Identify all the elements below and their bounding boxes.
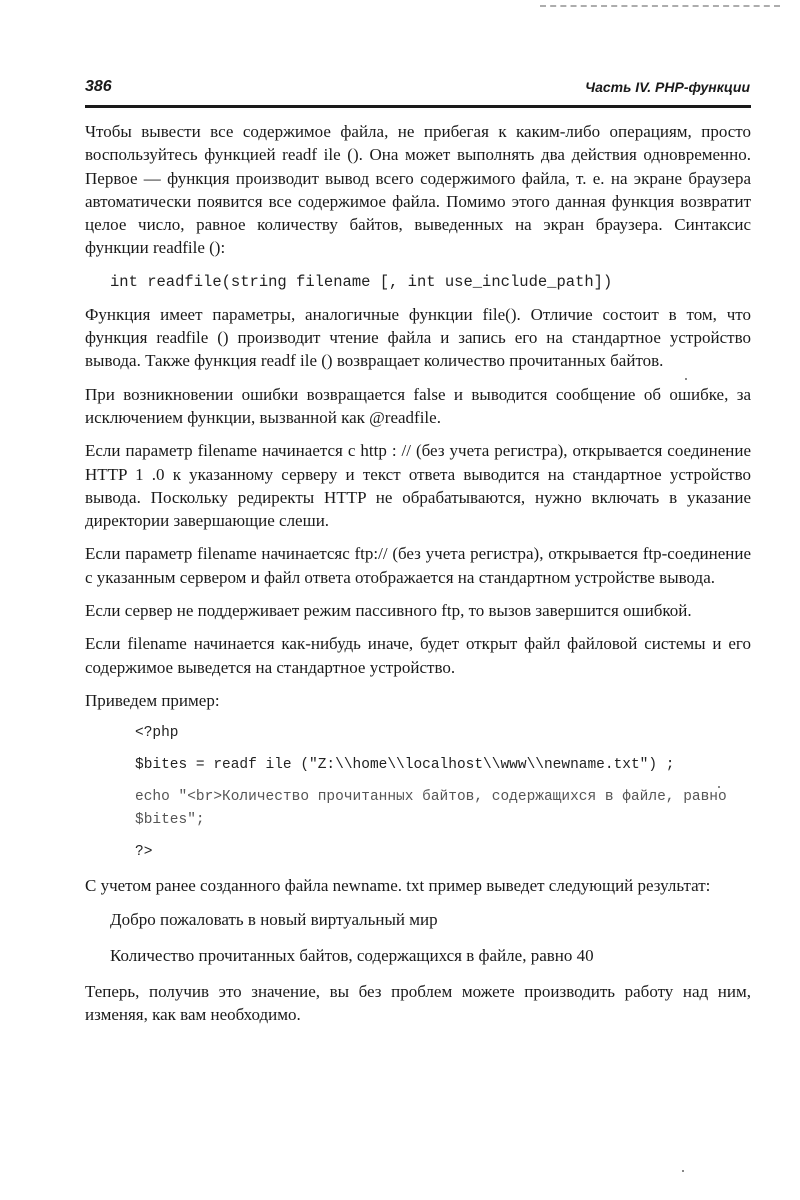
page-number: 386 (85, 78, 112, 95)
output-line-byte-count: Количество прочитанных байтов, содержащихся в файле, равно 40 (110, 945, 594, 965)
scan-speck (682, 1170, 684, 1172)
scan-artifact-line (540, 5, 780, 7)
code-line-readfile-call: $bites = readf ile ("Z:\\home\\localhost\\www\\newname.txt") ; (135, 757, 675, 774)
page-header (85, 76, 750, 100)
paragraph-parameters: Функция имеет параметры, аналогичные функции file(). Отличие состоит в том, что функция readfile () производит чтение файла и запись его на стандартное устройство вывода. Также функция readf ile () возвращает количество прочитанных байтов. (85, 304, 751, 371)
running-title: Часть IV. PHP-функции (585, 79, 750, 95)
paragraph-example-intro: Приведем пример: (85, 690, 220, 710)
paragraph-result-intro: С учетом ранее созданного файла newname. txt пример выведет следующий результат: (85, 876, 711, 896)
code-line-echo: echo "<br>Количество прочитанных байтов, содержащихся в файле, равно $bites"; (135, 789, 736, 829)
code-line-open-tag: <?php (135, 725, 179, 742)
readfile-syntax: int readfile(string filename [, int use_include_path]) (110, 272, 613, 291)
paragraph-error: При возникновении ошибки возвращается false и выводится сообщение об ошибке, за исключением функции, вызванной как @readfile. (85, 384, 751, 427)
paragraph-http: Если параметр filename начинается с http : // (без учета регистра), открывается соединение HTTP 1 .0 к указанному серверу и текст ответа выводится на стандартное устройство вывода. Поскольку редиректы HTTP не обрабатываются, нужно включать в указание директории завершающие слеши. (85, 441, 751, 531)
code-line-close-tag: ?> (135, 844, 153, 861)
paragraph-conclusion: Теперь, получив это значение, вы без проблем можете производить работу над ним, изменяя, как вам необходимо. (85, 981, 751, 1024)
paragraph-ftp: Если параметр filename начинаетсяс ftp:// (без учета регистра), открывается ftp-соединение с указанным сервером и файл ответа отображается на стандартном устройстве вывода. (85, 544, 751, 587)
output-line-welcome: Добро пожаловать в новый виртуальный мир (110, 909, 438, 929)
scan-speck (685, 378, 687, 380)
paragraph-readfile-intro: Чтобы вывести все содержимое файла, не прибегая к каким-либо операциям, просто воспользуйтесь функцией readf ile (). Она может выполнять два действия одновременно. Первое — функция производит вывод всего содержимого файла, т. е. на экране браузера автоматически появится все содержимое файла. Помимо этого данная функция возвратит целое число, равное количеству байтов, выведенных на экран браузера. Синтаксис функции readfile (): (85, 122, 751, 258)
page-body (85, 120, 751, 1036)
scan-speck (718, 786, 720, 788)
paragraph-local-file: Если filename начинается как-нибудь иначе, будет открыт файл файловой системы и его содержимое выведется на стандартное устройство. (85, 634, 751, 677)
code-example (135, 722, 751, 864)
paragraph-passive-ftp: Если сервер не поддерживает режим пассивного ftp, то вызов завершится ошибкой. (85, 601, 692, 621)
header-rule (85, 105, 751, 108)
